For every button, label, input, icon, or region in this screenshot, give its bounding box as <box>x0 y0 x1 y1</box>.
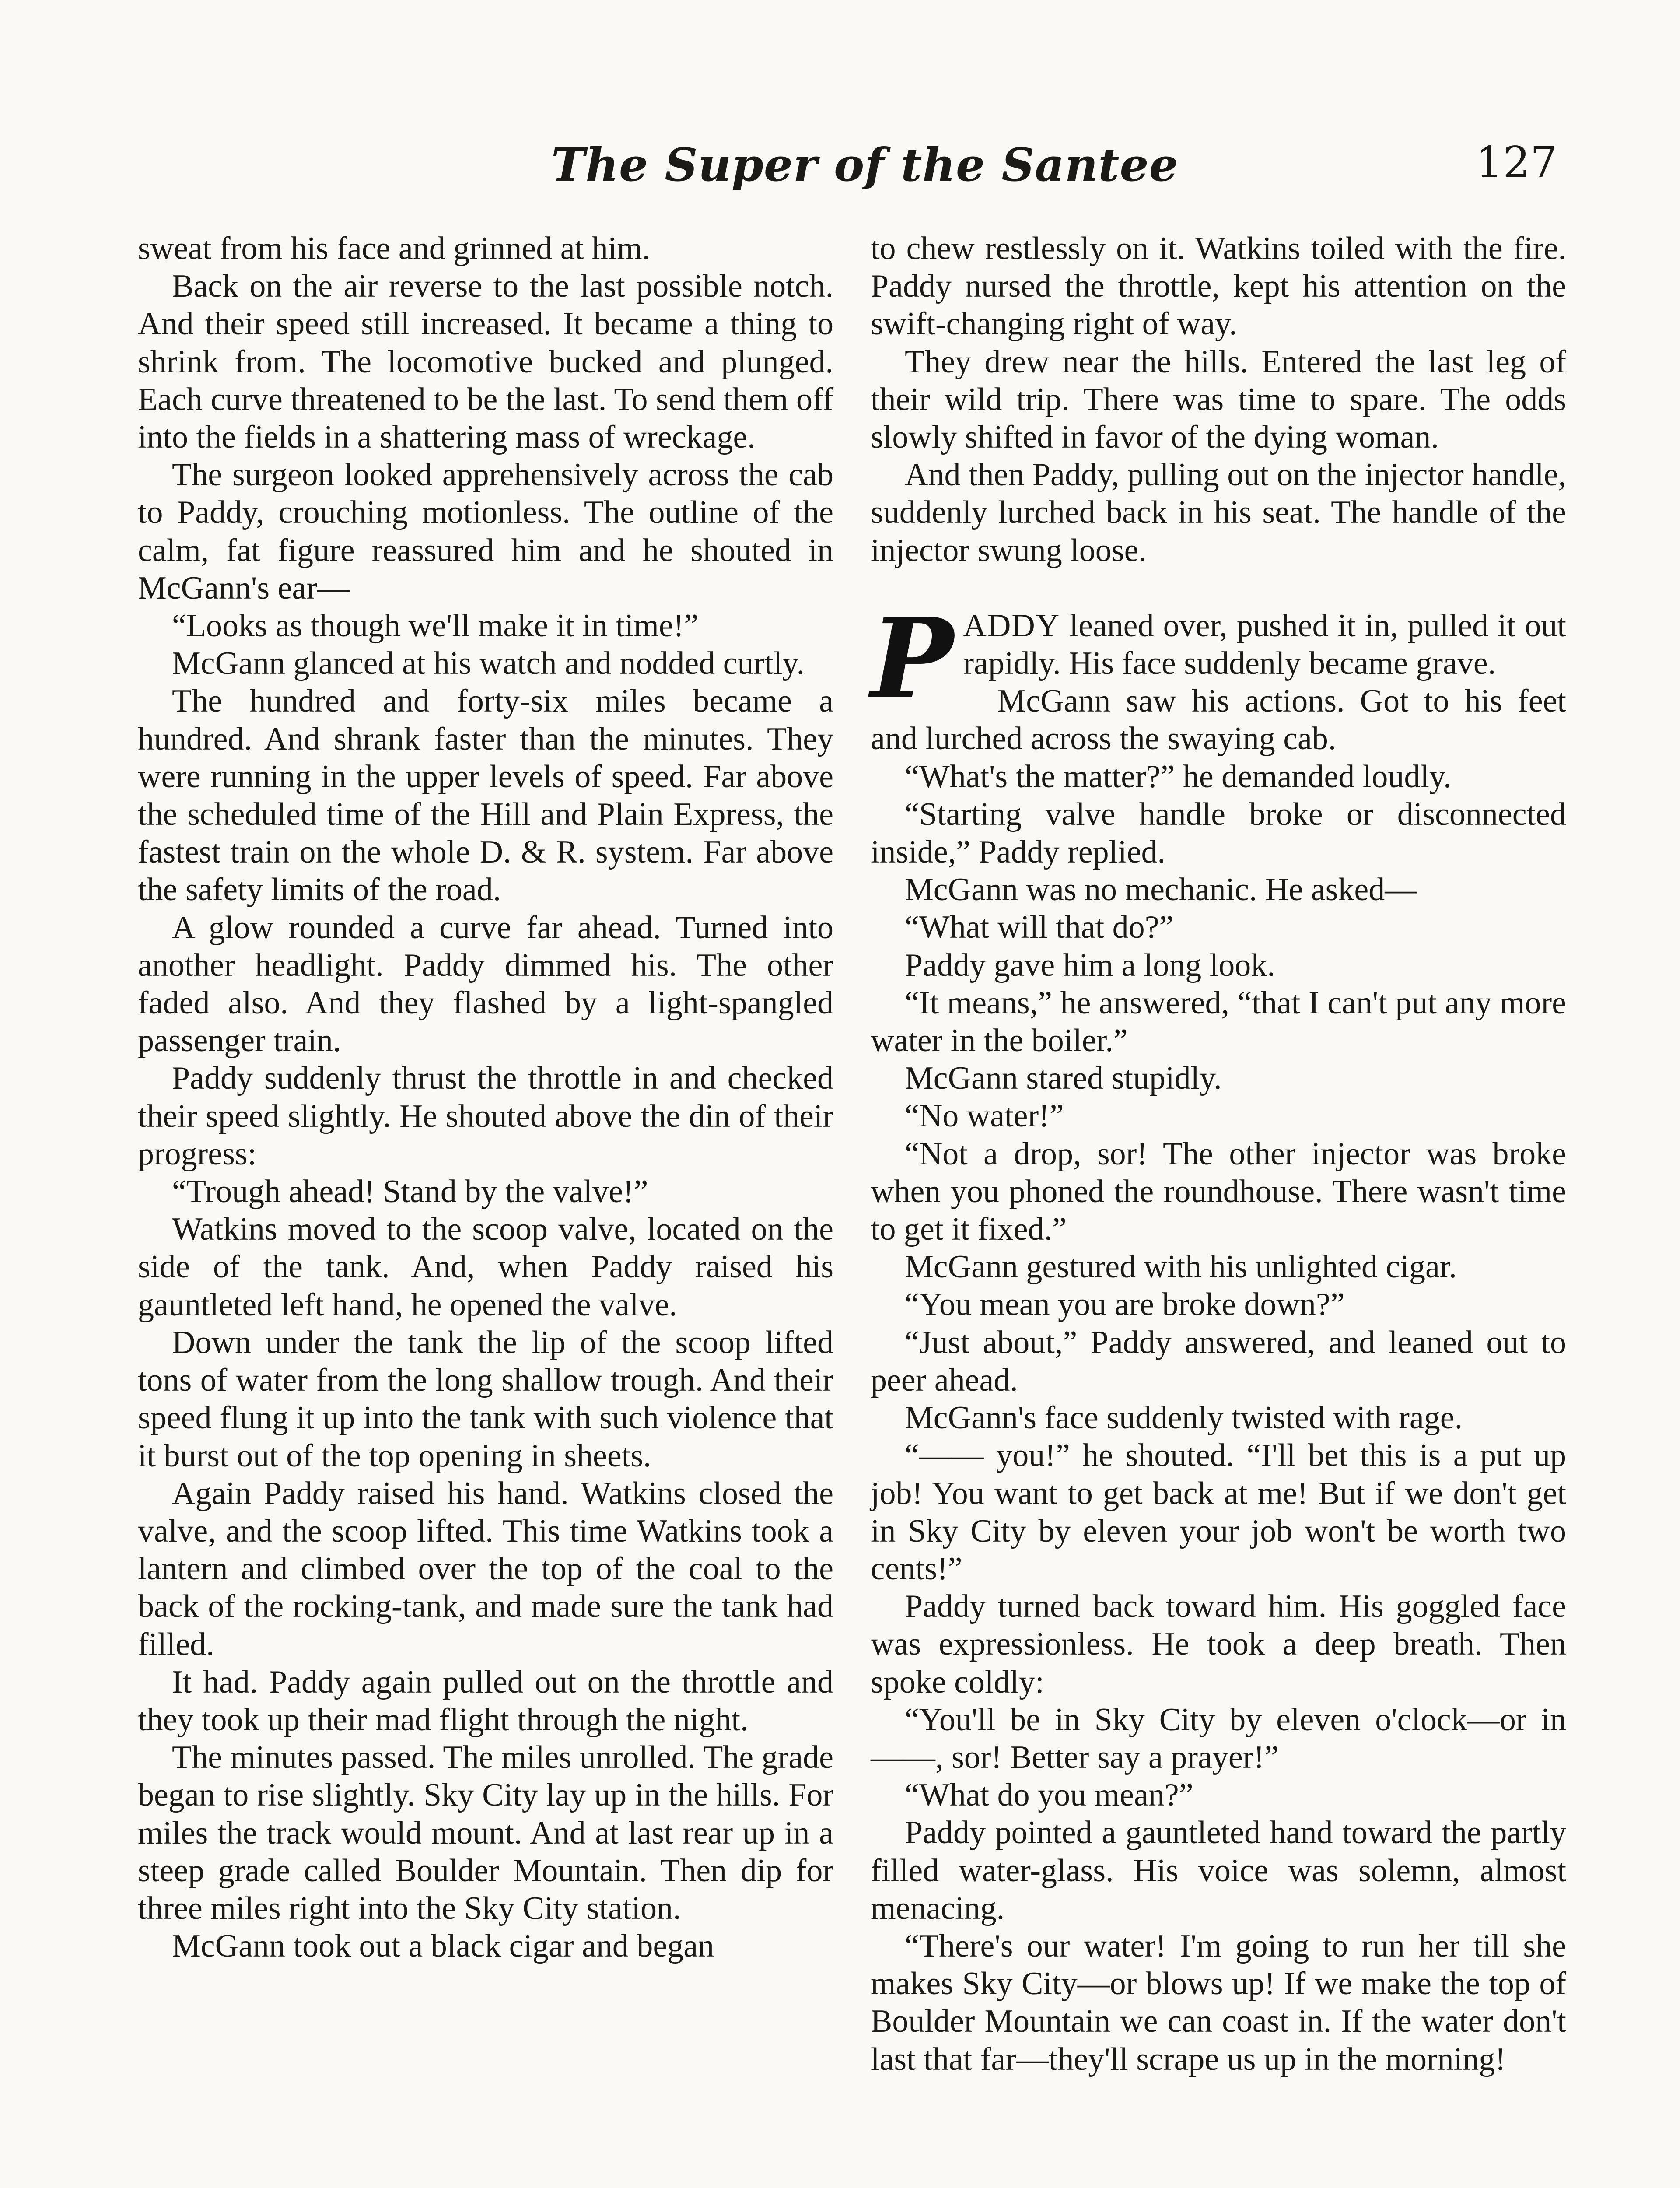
paragraph: A glow rounded a curve far ahead. Turned into another headlight. Paddy dimmed his. The other faded also. And they flashed by a light-spangled passenger train. <box>138 909 833 1059</box>
paragraph: to chew restlessly on it. Watkins toiled with the fire. Paddy nursed the throttle, kept his attention on the swift-changing right of way. <box>871 231 1566 342</box>
paragraph: “No water!” <box>905 1098 1064 1134</box>
paragraph: “There's our water! I'm going to run her till she makes Sky City—or blows up! If we make the top of Boulder Mountain we can coast in. If the water don't last that far—they'll scrape us up in the morning! <box>871 1928 1566 2077</box>
page-number: 127 <box>1475 138 1558 188</box>
paragraph: Paddy turned back toward him. His goggled face was expressionless. He took a deep breath. Then spoke coldly: <box>871 1588 1566 1700</box>
paragraph: “It means,” he answered, “that I can't put any more water in the boiler.” <box>871 985 1566 1059</box>
paragraph: “You mean you are broke down?” <box>905 1287 1345 1323</box>
paragraph: It had. Paddy again pulled out on the throttle and they took up their mad flight through the night. <box>138 1664 833 1738</box>
paragraph: Watkins moved to the scoop valve, located on the side of the tank. And, when Paddy raised his gauntleted left hand, he opened the valve. <box>138 1211 833 1323</box>
paragraph: McGann saw his actions. Got to his feet and lurched across the swaying cab. <box>871 683 1566 757</box>
page-header <box>140 133 1558 203</box>
paragraph: Down under the tank the lip of the scoop lifted tons of water from the long shallow trough. And their speed flung it up into the tank with such violence that it burst out of the top opening in sheets. <box>138 1324 833 1474</box>
paragraph: The hundred and forty-six miles became a hundred. And shrank faster than the minutes. They were running in the upper levels of speed. Far above the scheduled time of the Hill and Plain Express, the fastest train on the whole D. & R. system. Far above the safety limits of the road. <box>138 683 833 908</box>
paragraph: “Not a drop, sor! The other injector was broke when you phoned the roundhouse. There wasn't time to get it fixed.” <box>871 1136 1566 1248</box>
paragraph: “Looks as though we'll make it in time!” <box>172 608 699 644</box>
paragraph: The surgeon looked apprehensively across the cab to Paddy, crouching motionless. The outline of the calm, fat figure reassured him and he shouted in McGann's ear— <box>138 457 833 606</box>
paragraph: They drew near the hills. Entered the last leg of their wild trip. There was time to spare. The odds slowly shifted in favor of the dying woman. <box>871 344 1566 456</box>
paragraph: McGann gestured with his unlighted cigar. <box>905 1249 1457 1285</box>
paragraph: “Trough ahead! Stand by the valve!” <box>172 1174 648 1210</box>
left-column <box>138 230 833 1965</box>
paragraph: The minutes passed. The miles unrolled. The grade began to rise slightly. Sky City lay up in the hills. For miles the track would mount. And at last rear up in a steep grade called Boulder Mountain. Then dip for three miles right into the Sky City station. <box>138 1739 833 1926</box>
paragraph: sweat from his face and grinned at him. <box>138 231 651 266</box>
right-column <box>871 230 1566 2078</box>
paragraph: Paddy suddenly thrust the throttle in and checked their speed slightly. He shouted above the din of their progress: <box>138 1060 833 1172</box>
paragraph: “Just about,” Paddy answered, and leaned out to peer ahead. <box>871 1324 1566 1398</box>
paragraph: McGann was no mechanic. He asked— <box>905 872 1418 908</box>
drop-cap-initial: P <box>871 593 954 723</box>
paragraph: Paddy gave him a long look. <box>905 947 1275 983</box>
paragraph: McGann took out a black cigar and began <box>172 1928 714 1964</box>
paragraph: “What will that do?” <box>905 909 1174 946</box>
running-title: The Super of the Santee <box>551 138 1179 192</box>
paragraph: McGann stared stupidly. <box>905 1060 1222 1097</box>
paragraph: McGann's face suddenly twisted with rage. <box>905 1400 1463 1436</box>
section-break <box>871 569 1566 607</box>
paragraph: “Starting valve handle broke or disconnected inside,” Paddy replied. <box>871 796 1566 870</box>
paragraph: McGann glanced at his watch and nodded curtly. <box>172 645 805 682</box>
paragraph: “What do you mean?” <box>905 1777 1194 1813</box>
dropcap-paragraph-text: leaned over, pushed it in, pulled it out rapidly. His face suddenly became grave. <box>963 607 1566 682</box>
lead-in-caps: ADDY <box>963 607 1060 644</box>
paragraph: Paddy pointed a gauntleted hand toward the partly filled water-glass. His voice was solemn, almost menacing. <box>871 1815 1566 1926</box>
paragraph: Back on the air reverse to the last possible notch. And their speed still increased. It became a thing to shrink from. The locomotive bucked and plunged. Each curve threatened to be the last. To send them off into the fields in a shattering mass of wreckage. <box>138 268 833 456</box>
paragraph: “What's the matter?” he demanded loudly. <box>905 758 1452 795</box>
paragraph: “—— you!” he shouted. “I'll bet this is a put up job! You want to get back at me! But if we don't get in Sky City by eleven your job won't be worth two cents!” <box>871 1438 1566 1587</box>
paragraph: Again Paddy raised his hand. Watkins closed the valve, and the scoop lifted. This time Watkins took a lantern and climbed over the top of the coal to the back of the rocking-tank, and made sure the tank had filled. <box>138 1475 833 1662</box>
paragraph: And then Paddy, pulling out on the injector handle, suddenly lurched back in his seat. The handle of the injector swung loose. <box>871 457 1566 568</box>
paragraph: “You'll be in Sky City by eleven o'clock—or in ——, sor! Better say a prayer!” <box>871 1701 1566 1775</box>
